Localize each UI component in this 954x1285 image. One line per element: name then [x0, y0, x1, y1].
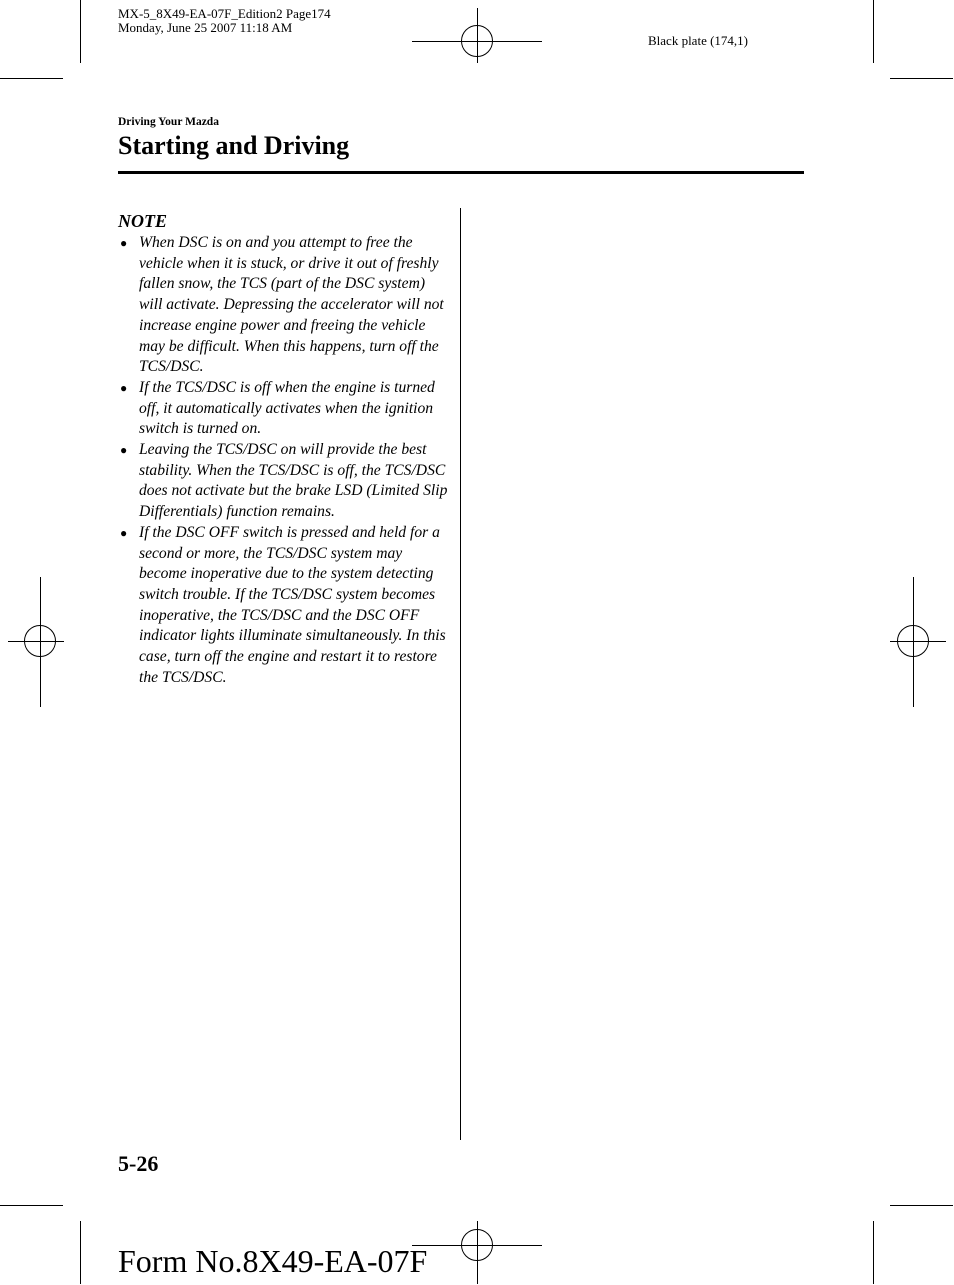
bullet-icon: ● [120, 380, 128, 395]
print-info [118, 7, 331, 35]
registration-left-circle [24, 625, 56, 657]
crop-mark-bottom-left-h [0, 1205, 63, 1206]
print-info-filename: MX-5_8X49-EA-07F_Edition2 Page174 [118, 6, 331, 21]
column-divider [460, 208, 461, 1140]
bullet-icon: ● [120, 443, 128, 458]
crop-mark-bottom-right-h [890, 1205, 953, 1206]
crop-mark-top-right-h [890, 78, 953, 79]
form-number: Form No.8X49-EA-07F [118, 1243, 428, 1279]
note-block [118, 208, 448, 688]
note-item-text: Leaving the TCS/DSC on will provide the best stability. When the TCS/DSC is off, the TCS/DSC does not activate but the brake LSD (Limited Slip Differentials) function remains. [139, 441, 448, 521]
registration-right-circle [897, 625, 929, 657]
registration-top-circle [461, 25, 493, 57]
note-list [118, 233, 448, 688]
note-item-text: When DSC is on and you attempt to free the vehicle when it is stuck, or drive it out of freshly fallen snow, the TCS (part of the DSC system) will activate. Depressing the accelerator will not increase engine power and freeing the vehicle may be difficult. When this happens, turn off the TCS/DSC. [139, 234, 444, 376]
note-item-text: If the TCS/DSC is off when the engine is turned off, it automatically activates when the ignition switch is turned on. [139, 378, 435, 438]
title-rule [118, 171, 804, 174]
list-item [118, 233, 448, 378]
list-item [118, 523, 448, 689]
page-number: 5-26 [118, 1151, 159, 1176]
list-item [118, 440, 448, 523]
section-label: Driving Your Mazda [118, 116, 219, 128]
bullet-icon: ● [120, 525, 128, 540]
crop-mark-top-right-v [873, 0, 874, 63]
crop-mark-top-left-v [80, 0, 81, 63]
bullet-icon: ● [120, 236, 128, 250]
note-item-text: If the DSC OFF switch is pressed and held for a second or more, the TCS/DSC system may become inoperative due to the system detecting switch trouble. If the TCS/DSC system becomes inoperative, the TCS/DSC and the DSC OFF indicator lights illuminate simultaneously. In this case, turn off the engine and restart it to restore the TCS/DSC. [139, 523, 446, 686]
print-info-timestamp: Monday, June 25 2007 11:18 AM [118, 20, 293, 35]
registration-bottom-circle [461, 1229, 493, 1261]
crop-mark-top-left-h [0, 78, 63, 79]
plate-label: Black plate (174,1) [648, 33, 748, 48]
crop-mark-bottom-right-v [873, 1221, 874, 1284]
list-item [118, 378, 448, 440]
note-heading: NOTE [118, 211, 167, 231]
page-title: Starting and Driving [118, 131, 350, 160]
crop-mark-bottom-left-v [80, 1221, 81, 1284]
